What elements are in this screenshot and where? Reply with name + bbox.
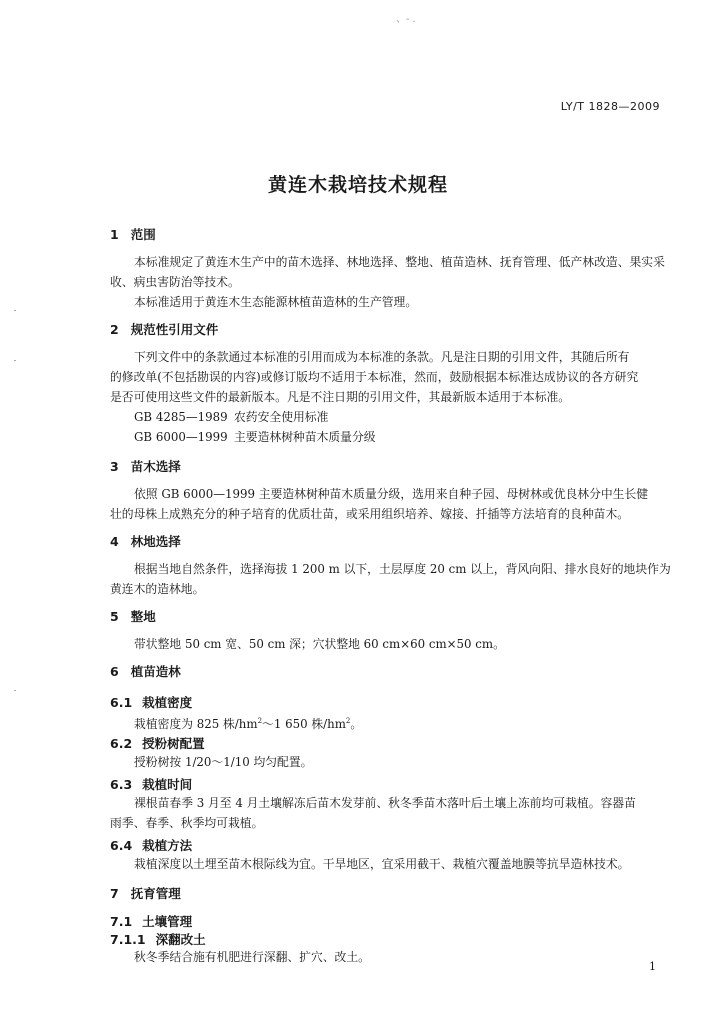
subsection-title: 栽植时间 (142, 777, 193, 792)
section-title: 范围 (130, 227, 156, 242)
section-5-body (110, 634, 666, 654)
section-title: 林地选择 (130, 534, 181, 549)
subsection-6-1-heading (110, 693, 192, 711)
subsection-number: 7.1 (110, 914, 133, 929)
subsection-6-2-heading (110, 734, 205, 752)
section-title: 规范性引用文件 (130, 322, 219, 337)
density-text: ～1 650 株/hm (262, 717, 346, 731)
standard-code: LY/T 1828—2009 (560, 100, 660, 113)
subsection-number: 7.1.1 (110, 932, 146, 947)
paragraph-line: 本标准规定了黄连木生产中的苗木选择、林地选择、整地、植苗造林、抚育管理、低产林改造、果实采 (134, 255, 665, 269)
subsection-6-2-body (110, 752, 666, 772)
section-1-heading (110, 225, 156, 243)
section-number: 7 (110, 886, 119, 901)
subsection-7-1-1-body (110, 947, 666, 967)
scan-margin-mark (14, 690, 16, 691)
subsection-title: 授粉树配置 (142, 736, 205, 751)
section-1-body (110, 252, 666, 312)
reference-item (110, 427, 666, 447)
superscript: 2 (257, 717, 263, 725)
paragraph-line: 的修改单(不包括勘误的内容)或修订版均不适用于本标准，然而，鼓励根据本标准达成协议的各方研究 (110, 370, 639, 384)
section-number: 1 (110, 227, 119, 242)
paragraph-line: 黄连木的造林地。 (110, 582, 205, 596)
superscript: 2 (345, 717, 351, 725)
reference-name: 农药安全使用标准 (234, 410, 329, 424)
section-number: 4 (110, 534, 119, 549)
paragraph-line: 本标准适用于黄连木生态能源林植苗造林的生产管理。 (134, 295, 418, 309)
paragraph-line (110, 711, 666, 734)
paragraph-line: 壮的母株上成熟充分的种子培育的优质壮苗，或采用组织培养、嫁接、扦插等方法培育的良种苗木。 (110, 507, 630, 521)
section-3-heading (110, 457, 181, 475)
subsection-7-1-1-heading (110, 930, 206, 948)
subsection-title: 深翻改土 (155, 932, 206, 947)
paragraph-line: 栽植深度以土埋至苗木根际线为宜。干旱地区，宜采用截干、栽植穴覆盖地膜等抗旱造林技术。 (134, 857, 630, 871)
section-5-heading (110, 607, 156, 625)
subsection-7-1-heading (110, 912, 192, 930)
subsection-6-3-heading (110, 775, 192, 793)
paragraph-line: 带状整地 50 cm 宽、50 cm 深；穴状整地 60 cm×60 cm×50 cm。 (134, 637, 505, 651)
section-7-heading (110, 884, 181, 902)
scan-margin-mark (14, 360, 16, 361)
subsection-title: 栽植方法 (142, 838, 193, 853)
paragraph-line: 根据当地自然条件，选择海拔 1 200 m 以下，土层厚度 20 cm 以上，背风向阳、排水良好的地块作为 (134, 562, 671, 576)
section-number: 5 (110, 609, 119, 624)
paragraph-line: 裸根苗春季 3 月至 4 月土壤解冻后苗木发芽前、秋冬季苗木落叶后土壤上冻前均可栽植。容器苗 (134, 796, 636, 810)
scan-margin-mark (14, 310, 16, 311)
section-2-body (110, 347, 666, 447)
subsection-number: 6.3 (110, 777, 133, 792)
section-number: 6 (110, 664, 119, 679)
section-6-heading (110, 662, 181, 680)
paragraph-line: 是否可使用这些文件的最新版本。凡是不注日期的引用文件，其最新版本适用于本标准。 (110, 390, 571, 404)
paragraph-line: 下列文件中的条款通过本标准的引用而成为本标准的条款。凡是注日期的引用文件，其随后所有 (134, 350, 630, 364)
reference-name: 主要造林树种苗木质量分级 (234, 430, 376, 444)
document-title: 黄连木栽培技术规程 (267, 174, 448, 196)
reference-item (110, 407, 666, 427)
section-title: 植苗造林 (130, 664, 181, 679)
subsection-6-1-body (110, 711, 666, 734)
paragraph-line: 依照 GB 6000—1999 主要造林树种苗木质量分级，选用来自种子园、母树林或优良林分中生长健 (134, 487, 649, 501)
paragraph-line: 秋冬季结合施有机肥进行深翻、扩穴、改土。 (134, 950, 370, 964)
subsection-number: 6.1 (110, 695, 133, 710)
density-text: 。 (350, 717, 363, 731)
subsection-title: 栽植密度 (142, 695, 193, 710)
subsection-6-4-body (110, 854, 666, 874)
subsection-6-3-body (110, 793, 666, 833)
subsection-title: 土壤管理 (142, 914, 193, 929)
paragraph-line: 雨季、春季、秋季均可栽植。 (110, 816, 264, 830)
section-4-heading (110, 532, 181, 550)
section-3-body (110, 484, 666, 524)
paragraph-line: 收、病虫害防治等技术。 (110, 275, 240, 289)
reference-code: GB 6000—1999 (134, 430, 228, 444)
scan-marks: 、- . (396, 14, 416, 25)
section-title: 苗木选择 (130, 459, 181, 474)
paragraph-line: 授粉树按 1/20～1/10 均匀配置。 (134, 755, 313, 769)
section-number: 3 (110, 459, 119, 474)
section-2-heading (110, 320, 218, 338)
reference-code: GB 4285—1989 (134, 410, 228, 424)
section-title: 抚育管理 (130, 886, 181, 901)
page-number: 1 (649, 960, 656, 973)
subsection-6-4-heading (110, 836, 192, 854)
subsection-number: 6.4 (110, 838, 133, 853)
section-number: 2 (110, 322, 119, 337)
section-4-body (110, 559, 671, 599)
section-title: 整地 (130, 609, 156, 624)
subsection-number: 6.2 (110, 736, 133, 751)
density-text: 栽植密度为 825 株/hm (134, 717, 258, 731)
